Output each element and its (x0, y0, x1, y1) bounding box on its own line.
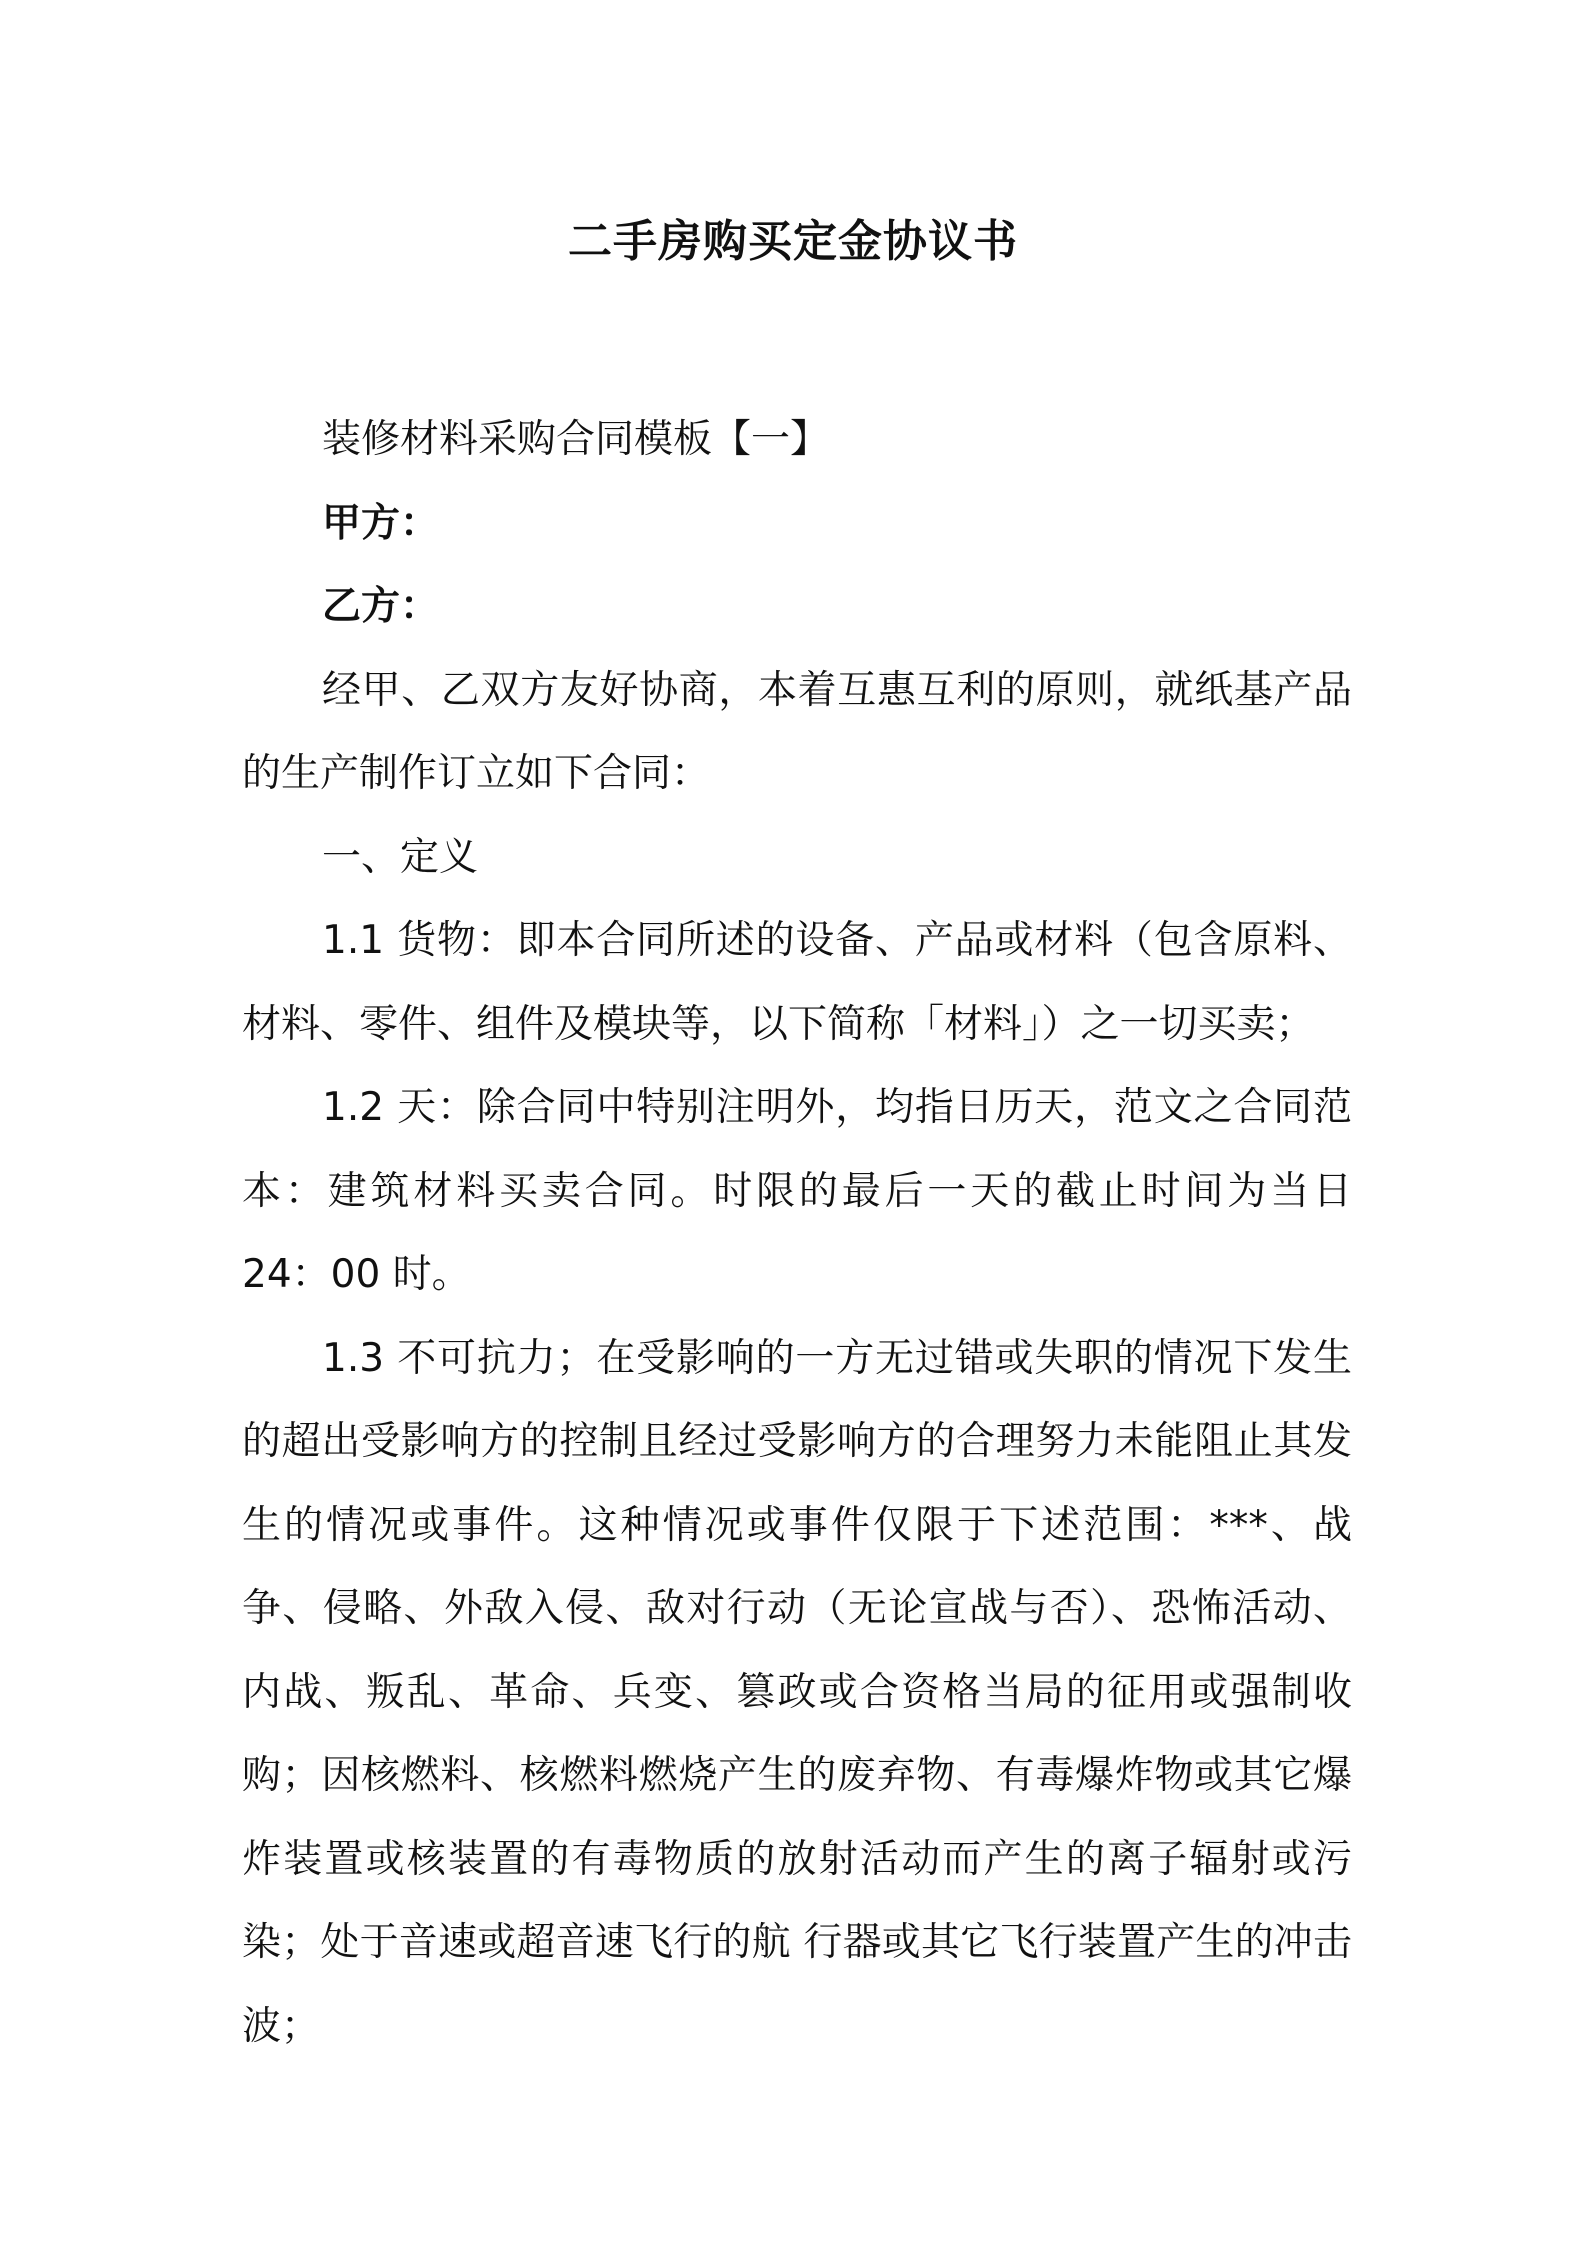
paragraph-clause-1-3: 1.3 不可抗力；在受影响的一方无过错或失职的情况下发生的超出受影响方的控制且经过受影响方的合理努力未能阻止其发生的情况或事件。这种情况或事件仅限于下述范围：***、战争、侵略、外敌入侵、敌对行动（无论宣战与否）、恐怖活动、内战、叛乱、革命、兵变、篡政或合资格当局的征用或强制收购；因核燃料、核燃料燃烧产生的废弃物、有毒爆炸物或其它爆炸装置或核装置的有毒物质的放射活动而产生的离子辐射或污染；处于音速或超音速飞行的航 行器或其它飞行装置产生的冲击波； (242, 1335, 1352, 2049)
paragraph-party-b: 乙方： (322, 584, 440, 629)
document-body (242, 398, 1352, 2068)
paragraph-contract-heading: 装修材料采购合同模板【一】 (322, 417, 830, 462)
paragraph-preamble: 经甲、乙双方友好协商，本着互惠互利的原则，就纸基产品的生产制作订立如下合同： (242, 667, 1352, 796)
paragraph-clause-1-1: 1.1 货物：即本合同所述的设备、产品或材料（包含原料、材料、零件、组件及模块等，以下简称「材料」）之一切买卖； (242, 918, 1352, 1047)
paragraph-party-a: 甲方： (322, 500, 440, 546)
document-title: 二手房购买定金协议书 (568, 216, 1018, 267)
paragraph-clause-1-2: 1.2 天：除合同中特别注明外，均指日历天，范文之合同范本：建筑材料买卖合同。时限的最后一天的截止时间为当日 24：00 时。 (242, 1085, 1352, 1297)
paragraph-section-definitions: 一、定义 (322, 834, 479, 880)
